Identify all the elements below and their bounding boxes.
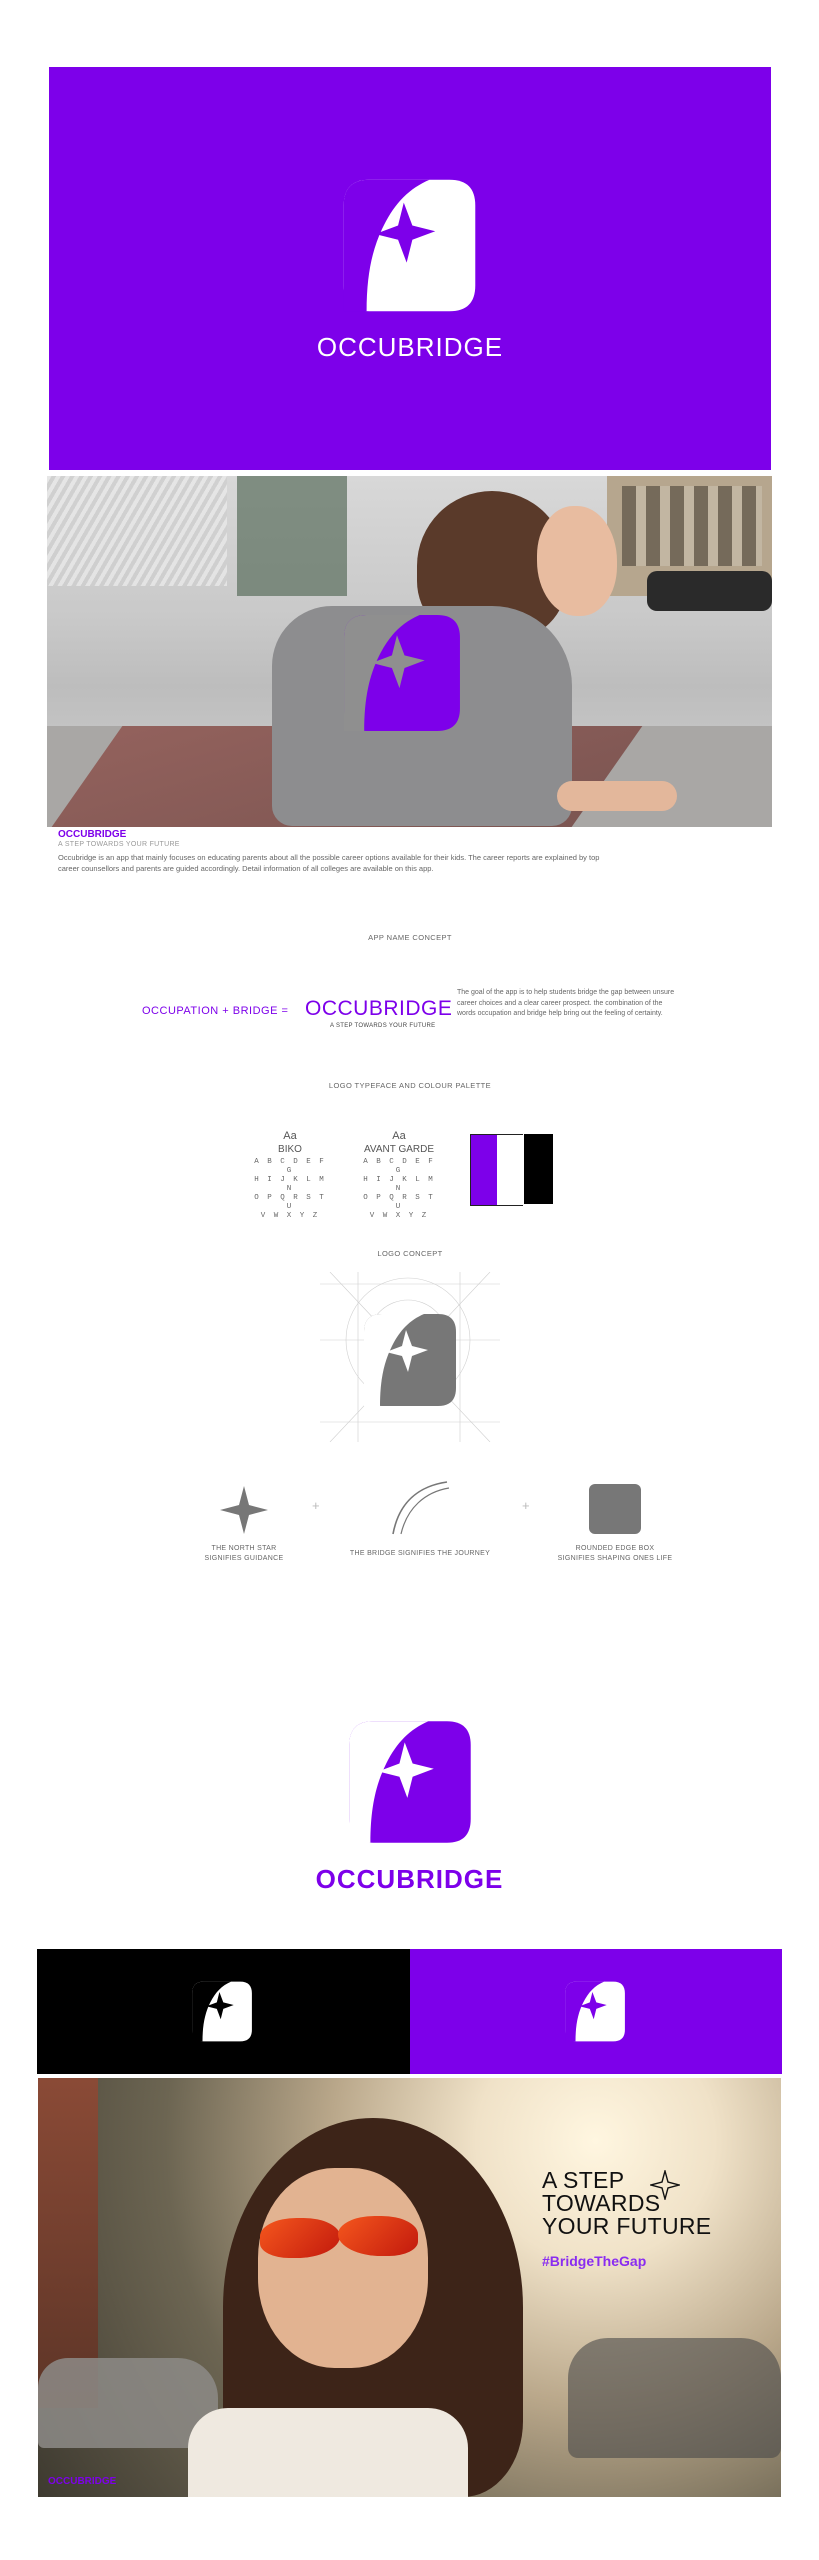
concept-brand: OCCUBRIDGE — [305, 997, 453, 1020]
north-star-bridge-icon — [337, 610, 467, 736]
north-star-bridge-icon — [343, 1716, 477, 1848]
font-sample-aa: Aa — [283, 1130, 297, 1142]
alphabet-row: A B C D E F G — [363, 1158, 435, 1175]
app-name-concept-label: APP NAME CONCEPT — [368, 933, 452, 942]
intro-title: OCCUBRIDGE — [58, 829, 127, 840]
outline-star-icon — [650, 2170, 680, 2200]
north-star-bridge-icon — [189, 1979, 255, 2044]
tagline-line: TOWARDS — [542, 2190, 661, 2216]
font-name: BIKO — [278, 1144, 302, 1155]
rounded-box-icon — [589, 1484, 641, 1534]
north-star-bridge-icon — [337, 174, 482, 317]
caption-line: SIGNIFIES SHAPING ONES LIFE — [557, 1555, 673, 1562]
north-star-caption — [184, 1544, 304, 1564]
font-sample-aa: Aa — [392, 1130, 406, 1142]
concept-formula: OCCUPATION + BRIDGE = — [142, 1005, 289, 1017]
font-name: AVANT GARDE — [363, 1144, 434, 1155]
north-star-bridge-icon — [562, 1979, 628, 2044]
plus-separator: + — [312, 1498, 320, 1513]
font-sample-biko — [252, 1130, 328, 1221]
intro-body: Occubridge is an app that mainly focuses on educating parents about all the possible career options available for their kids. The career reports are explained by top career counsellors and parents are guided accordingly. Detail information of all colleges are available on this app. — [58, 853, 600, 873]
font-sample-avant-garde — [358, 1130, 440, 1221]
rounded-box-caption — [545, 1544, 685, 1564]
tagline-line: A STEP — [542, 2167, 625, 2193]
caption-line: ROUNDED EDGE BOX — [575, 1545, 655, 1552]
alphabet-row: V W X Y Z — [260, 1212, 320, 1220]
concept-description: The goal of the app is to help students bridge the gap between unsure career choices and a clear career prospect. the combination of the words occupation and bridge help bring out the feeling of certainty. — [457, 989, 675, 1017]
alphabet-row: O P Q R S T U — [363, 1194, 435, 1211]
campaign-tagline — [542, 2169, 711, 2238]
intro-subtitle: A STEP TOWARDS YOUR FUTURE — [58, 841, 180, 848]
bridge-caption — [340, 1549, 500, 1559]
campaign-hashtag: #BridgeTheGap — [542, 2253, 647, 2269]
typeface-label: LOGO TYPEFACE AND COLOUR PALETTE — [328, 1081, 492, 1090]
hero-brand-name: OCCUBRIDGE — [316, 332, 504, 362]
alphabet-row: H I J K L M N — [254, 1176, 326, 1193]
tagline-line: YOUR FUTURE — [542, 2213, 712, 2239]
logo-construction-grid — [320, 1272, 500, 1442]
campaign-photo — [38, 2078, 781, 2497]
swatch-white — [497, 1134, 523, 1206]
caption-line: THE NORTH STAR — [211, 1545, 277, 1552]
hero-banner — [49, 67, 771, 470]
logo-concept-label: LOGO CONCEPT — [377, 1249, 443, 1258]
swatch-purple — [470, 1134, 497, 1206]
concept-tagline: A STEP TOWARDS YOUR FUTURE — [330, 1023, 436, 1029]
final-brand-name: OCCUBRIDGE — [315, 1864, 504, 1894]
bridge-arc-icon — [385, 1478, 455, 1536]
logo-on-purple-panel — [410, 1949, 782, 2074]
campaign-brand: OCCUBRIDGE — [48, 2476, 117, 2487]
caption-line: THE BRIDGE SIGNIFIES THE JOURNEY — [349, 1550, 491, 1557]
lifestyle-photo — [47, 476, 772, 827]
plus-separator: + — [522, 1498, 530, 1513]
alphabet-row: H I J K L M N — [363, 1176, 435, 1193]
alphabet-row: V W X Y Z — [369, 1212, 429, 1220]
caption-line: SIGNIFIES GUIDANCE — [204, 1555, 284, 1562]
alphabet-row: A B C D E F G — [254, 1158, 326, 1175]
north-star-icon — [218, 1484, 270, 1536]
alphabet-row: O P Q R S T U — [254, 1194, 326, 1211]
swatch-black — [524, 1134, 553, 1204]
logo-on-black-panel — [37, 1949, 410, 2074]
